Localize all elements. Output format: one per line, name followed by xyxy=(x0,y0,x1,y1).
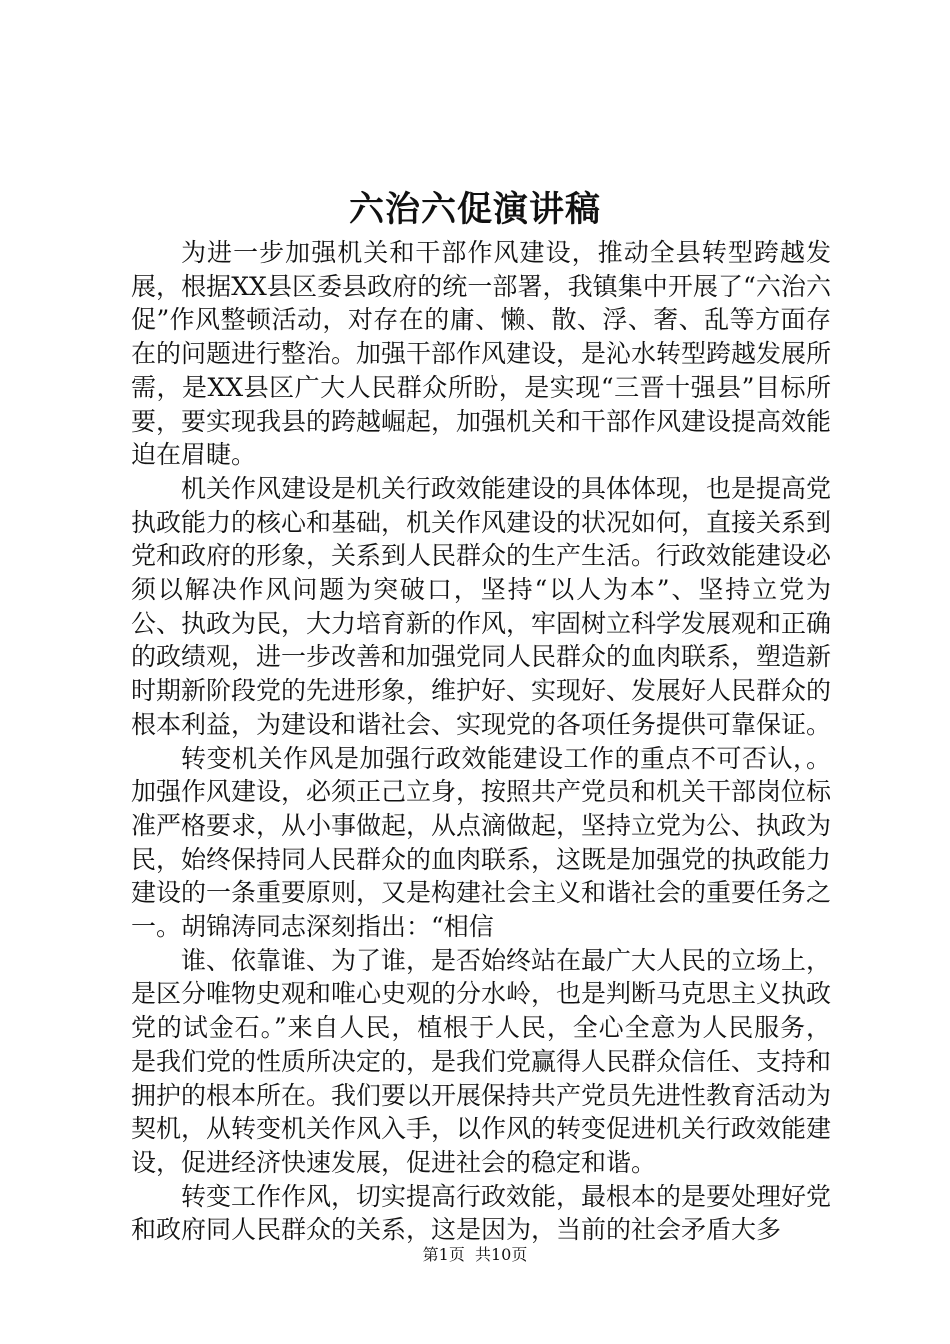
document-title: 六治六促演讲稿 xyxy=(348,189,601,230)
paragraph-4: 谁、依靠谁、为了谁，是否始终站在最广大人民的立场上，是区分唯物史观和唯心史观的分水岭，也是判断马克思主义执政党的试金石。”来自人民，植根于人民，全心全意为人民服务，是我们党的性质所决定的，是我们党赢得人民群众信任、支持和拥护的根本所在。我们要以开展保持共产党员先进性教育活动为契机，从转变机关作风入手，以作风的转变促进机关行政效能建设，促进经济快速发展，促进社会的稳定和谐。 xyxy=(131,945,832,1177)
paragraph-1: 为进一步加强机关和干部作风建设，推动全县转型跨越发展，根据XX县区委县政府的统一部署，我镇集中开展了“六治六促”作风整顿活动，对存在的庸、懒、散、浮、奢、乱等方面存在的问题进行整治。加强干部作风建设，是沁水转型跨越发展所需，是XX县区广大人民群众所盼，是实现“三晋十强县”目标所要，要实现我县的跨越崛起，加强机关和干部作风建设提高效能迫在眉睫。 xyxy=(131,238,832,470)
document-body xyxy=(131,236,831,1247)
page-footer: 第1页 共10页 xyxy=(422,1245,528,1264)
paragraph-3: 转变机关作风是加强行政效能建设工作的重点不可否认，。加强作风建设，必须正己立身，按照共产党员和机关干部岗位标准严格要求，从小事做起，从点滴做起，坚持立党为公、执政为民，始终保持同人民群众的血肉联系，这既是加强党的执政能力建设的一条重要原则，又是构建社会主义和谐社会的重要任务之一。胡锦涛同志深刻指出：“相信 xyxy=(131,743,832,942)
paragraph-5: 转变工作作风，切实提高行政效能，最根本的是要处理好党和政府同人民群众的关系，这是因为，当前的社会矛盾大多 xyxy=(131,1181,832,1245)
paragraph-2: 机关作风建设是机关行政效能建设的具体体现，也是提高党执政能力的核心和基础，机关作风建设的状况如何，直接关系到党和政府的形象，关系到人民群众的生产生活。行政效能建设必须以解决作风问题为突破口，坚持“以人为本”、坚持立党为公、执政为民，大力培育新的作风，牢固树立科学发展观和正确的政绩观，进一步改善和加强党同人民群众的血肉联系，塑造新时期新阶段党的先进形象，维护好、实现好、发展好人民群众的根本利益，为建设和谐社会、实现党的各项任务提供可靠保证。 xyxy=(131,473,832,739)
